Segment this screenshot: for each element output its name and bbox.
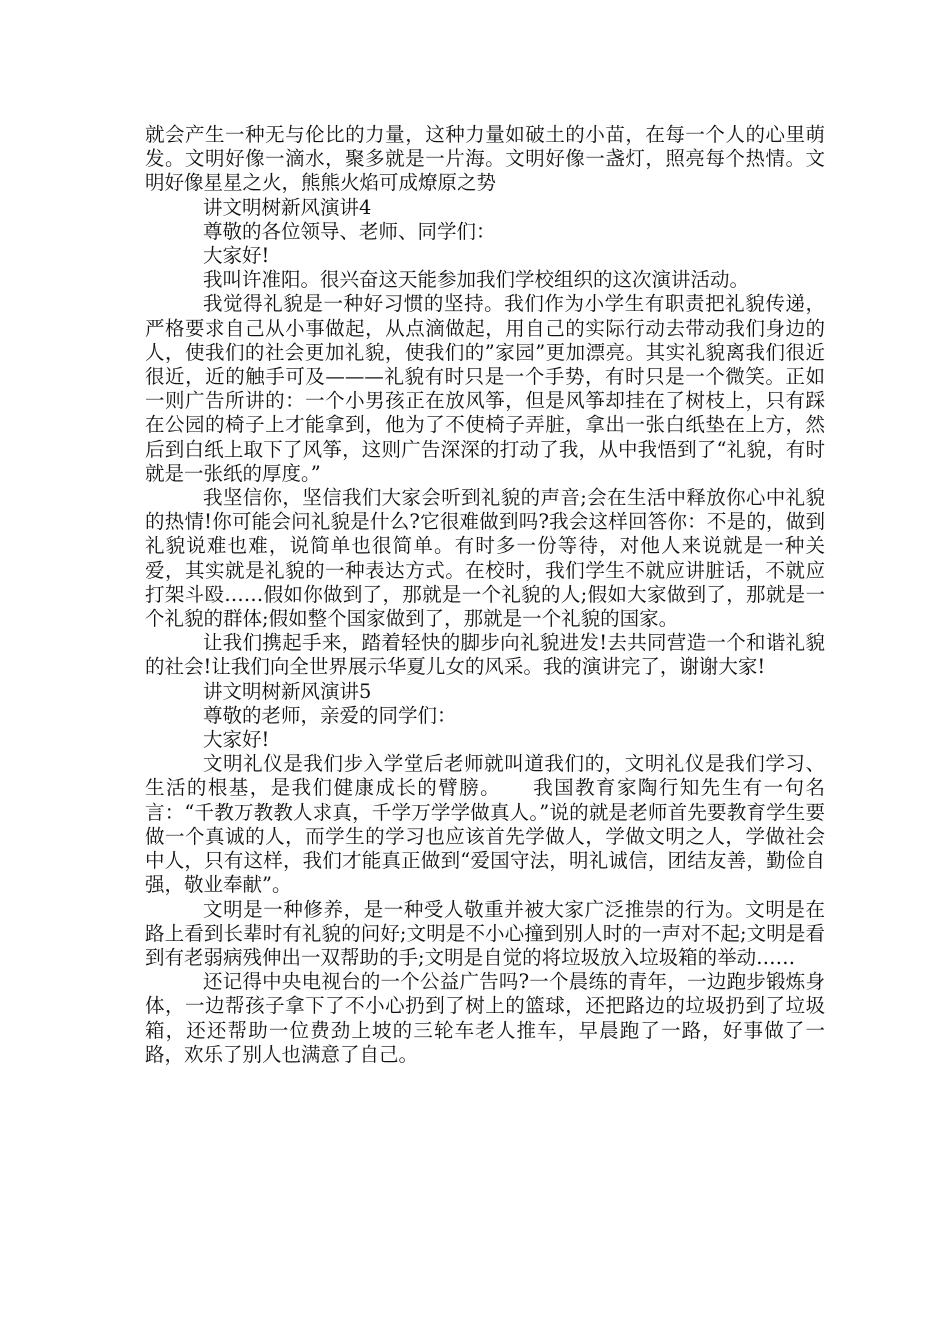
paragraph: 我坚信你，坚信我们大家会听到礼貌的声音;会在生活中释放你心中礼貌的热情!你可能会问礼貌是什么?它很难做到吗?我会这样回答你：不是的，做到礼貌说难也难，说简单也很简单。有时多一份等待，对他人来说就是一种关爱，其实就是礼貌的一种表达方式。在校时，我们学生不就应讲脏话，不就应打架斗殴……假如你做到了，那就是一个礼貌的人;假如大家做到了，那就是一个礼貌的群体;假如整个国家做到了，那就是一个礼貌的国家。: [145, 486, 825, 631]
paragraph: 文明礼仪是我们步入学堂后老师就叫道我们的，文明礼仪是我们学习、生活的根基，是我们健康成长的臂膀。 我国教育家陶行知先生有一句名言：“千教万教教人求真，千学万学学做真人。”说的就是老师首先要教育学生要做一个真诚的人，而学生的学习也应该首先学做人，学做文明之人，学做社会中人，只有这样，我们才能真正做到“爱国守法，明礼诚信，团结友善，勤俭自强，敬业奉献”。: [145, 752, 825, 897]
greeting-line: 大家好!: [203, 728, 270, 752]
paragraph: 文明是一种修养，是一种受人敬重并被大家广泛推崇的行为。文明是在路上看到长辈时有礼貌的问好;文明是不小心撞到别人时的一声对不起;文明是看到有老弱病残伸出一双帮助的手;文明是自觉的将垃圾放入垃圾箱的举动……: [145, 897, 825, 969]
salutation-line: 尊敬的老师，亲爱的同学们：: [203, 703, 457, 727]
speech-heading-4: 讲文明树新风演讲4: [203, 195, 372, 219]
speech-heading-5: 讲文明树新风演讲5: [203, 679, 372, 703]
paragraph: 让我们携起手来，踏着轻快的脚步向礼貌进发!去共同营造一个和谐礼貌的社会!让我们向全世界展示华夏儿女的风采。我的演讲完了，谢谢大家!: [145, 631, 825, 679]
salutation-line: 尊敬的各位领导、老师、同学们：: [203, 219, 496, 243]
paragraph: 我觉得礼貌是一种好习惯的坚持。我们作为小学生有职责把礼貌传递，严格要求自己从小事做起，从点滴做起，用自己的实际行动去带动我们身边的人，使我们的社会更加礼貌，使我们的”家园”更加漂亮。其实礼貌离我们很近很近，近的触手可及———礼貌有时只是一个手势，有时只是一个微笑。正如一则广告所讲的：一个小男孩正在放风筝，但是风筝却挂在了树枝上，只有踩在公园的椅子上才能拿到，他为了不使椅子弄脏，拿出一张白纸垫在上方，然后到白纸上取下了风筝，这则广告深深的打动了我，从中我悟到了“礼貌，有时就是一张纸的厚度。”: [145, 292, 825, 485]
paragraph: 还记得中央电视台的一个公益广告吗?一个晨练的青年，一边跑步锻炼身体，一边帮孩子拿下了不小心扔到了树上的篮球，还把路边的垃圾扔到了垃圾箱，还还帮助一位费劲上坡的三轮车老人推车，早晨跑了一路，好事做了一路，欢乐了别人也满意了自己。: [145, 970, 825, 1066]
greeting-line: 大家好!: [203, 244, 270, 268]
paragraph: 我叫许准阳。很兴奋这天能参加我们学校组织的这次演讲活动。: [203, 268, 750, 292]
document-page: [145, 123, 825, 1067]
paragraph-opening: 就会产生一种无与伦比的力量，这种力量如破土的小苗，在每一个人的心里萌发。文明好像一滴水，聚多就是一片海。文明好像一盏灯，照亮每个热情。文明好像星星之火，熊熊火焰可成燎原之势: [145, 123, 825, 195]
